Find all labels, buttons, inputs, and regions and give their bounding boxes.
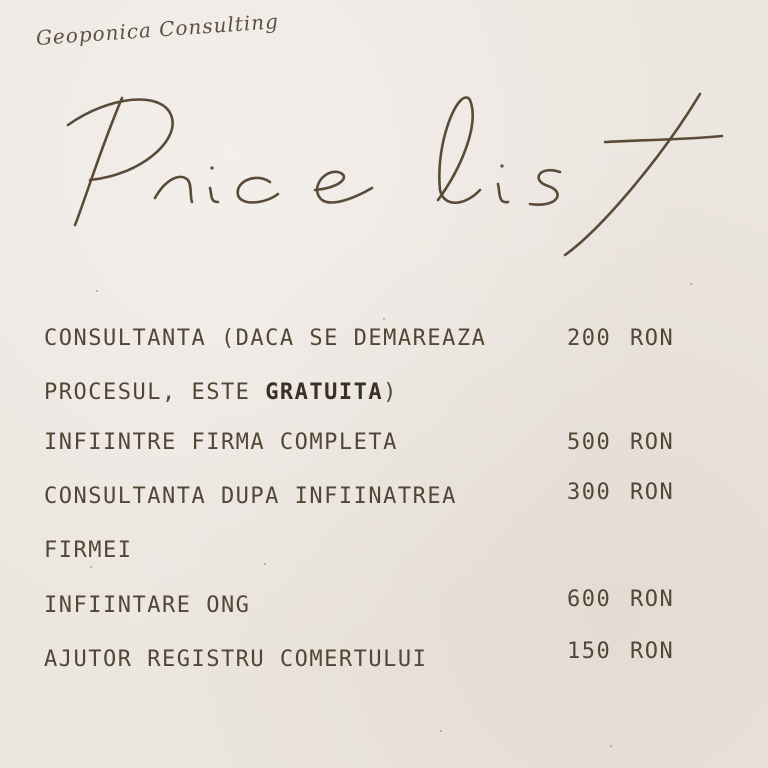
price-row	[44, 633, 704, 687]
service-price: 300 RON	[567, 480, 675, 505]
paper-speck	[440, 730, 442, 732]
service-label: AJUTOR REGISTRU COMERTULUI	[44, 647, 428, 672]
service-label	[44, 312, 564, 420]
service-label: INFIINTARE ONG	[44, 593, 251, 618]
service-label-line2: FIRMEI	[44, 538, 133, 563]
price-row	[44, 312, 704, 420]
service-label-line1: CONSULTANTA DUPA INFIINATREA	[44, 484, 457, 509]
service-label-free-emphasis: GRATUITA	[265, 380, 384, 405]
service-label-line2-suffix: )	[383, 380, 398, 405]
price-list-title	[60, 80, 730, 280]
price-row	[44, 470, 704, 578]
service-label-line1: CONSULTANTA (DACA SE DEMAREAZA	[44, 326, 487, 351]
service-label-line2-prefix: PROCESUL, ESTE	[44, 380, 266, 405]
service-price: 200 RON	[567, 326, 675, 351]
service-label	[44, 470, 564, 578]
paper-speck	[690, 283, 692, 285]
paper-speck	[610, 745, 612, 747]
service-price: 500 RON	[567, 430, 675, 455]
price-row	[44, 416, 704, 470]
paper-speck	[96, 290, 98, 292]
brand-name: Geoponica Consulting	[35, 9, 280, 50]
service-label: INFIINTRE FIRMA COMPLETA	[44, 430, 398, 455]
service-price: 150 RON	[567, 639, 675, 664]
service-price: 600 RON	[567, 587, 675, 612]
